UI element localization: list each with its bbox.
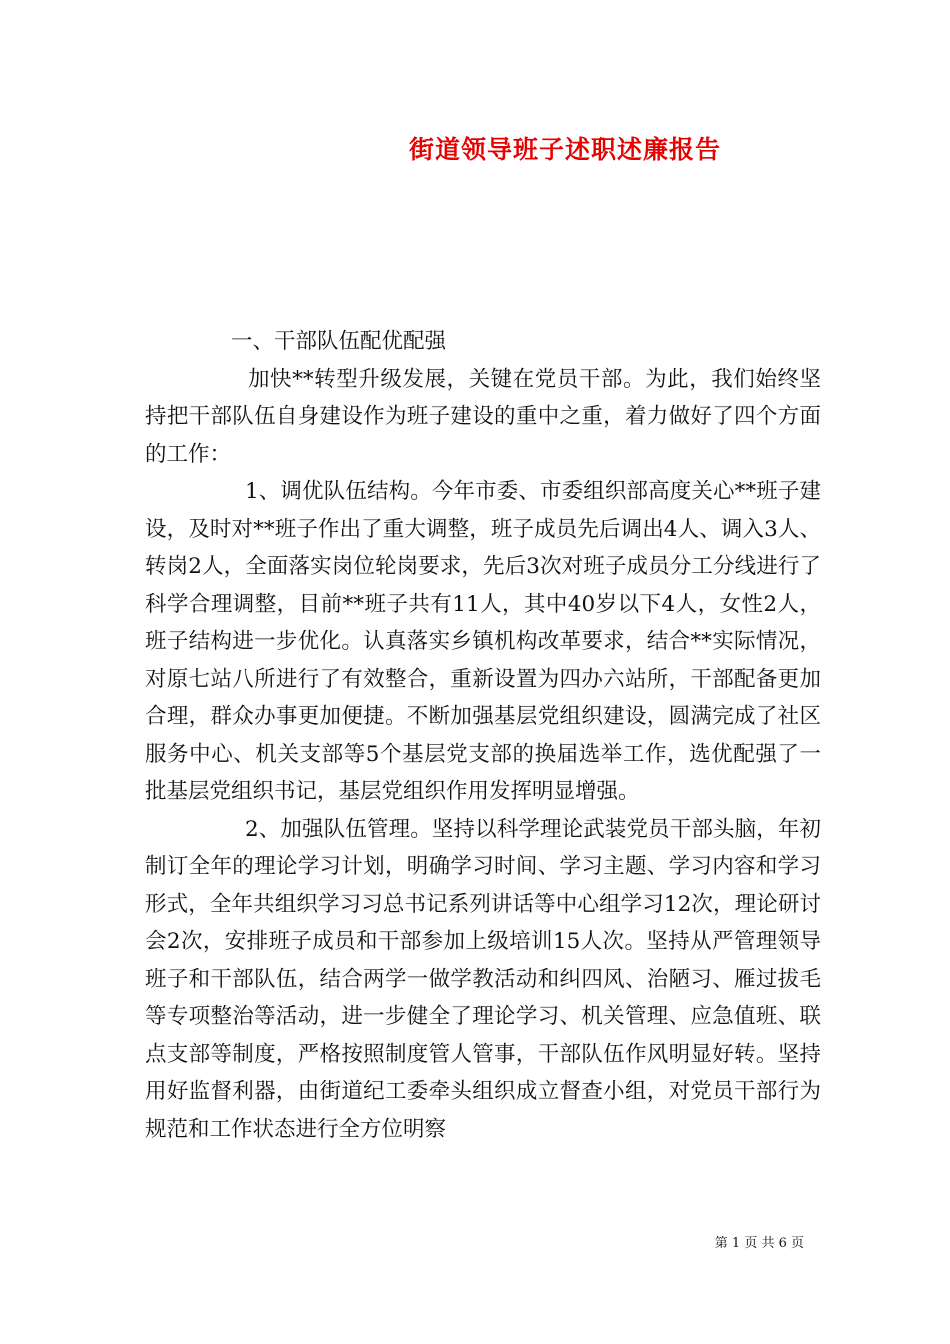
paragraph-management: 2、加强队伍管理。坚持以科学理论武装党员干部头脑，年初制订全年的理论学习计划，明确学习时间、学习主题、学习内容和学习形式，全年共组织学习习总书记系列讲话等中心组学习12次，理论研讨会2次，安排班子成员和干部参加上级培训15人次。坚持从严管理领导班子和干部队伍，结合两学一做学教活动和纠四风、治陋习、雁过拔毛等专项整治等活动，进一步健全了理论学习、机关管理、应急值班、联点支部等制度，严格按照制度管人管事，干部队伍作风明显好转。坚持用好监督利器，由街道纪工委牵头组织成立督查小组，对党员干部行为规范和工作状态进行全方位明察	[145, 816, 821, 1142]
page-number: 第 1 页 共 6 页	[714, 1236, 804, 1251]
document-body	[145, 323, 821, 1148]
section-heading: 一、干部队伍配优配强	[231, 329, 447, 354]
document-title: 街道领导班子述职述廉报告	[408, 135, 721, 164]
paragraph-intro: 加快**转型升级发展，关键在党员干部。为此，我们始终坚持把干部队伍自身建设作为班子建设的重中之重，着力做好了四个方面的工作：	[145, 366, 821, 467]
paragraph-structure: 1、调优队伍结构。今年市委、市委组织部高度关心**班子建设，及时对**班子作出了重大调整，班子成员先后调出4人、调入3人、转岗2人，全面落实岗位轮岗要求，先后3次对班子成员分工分线进行了科学合理调整，目前**班子共有11人，其中40岁以下4人，女性2人，班子结构进一步优化。认真落实乡镇机构改革要求，结合**实际情况，对原七站八所进行了有效整合，重新设置为四办六站所，干部配备更加合理，群众办事更加便捷。不断加强基层党组织建设，圆满完成了社区服务中心、机关支部等5个基层党支部的换届选举工作，选优配强了一批基层党组织书记，基层党组织作用发挥明显增强。	[145, 479, 821, 804]
